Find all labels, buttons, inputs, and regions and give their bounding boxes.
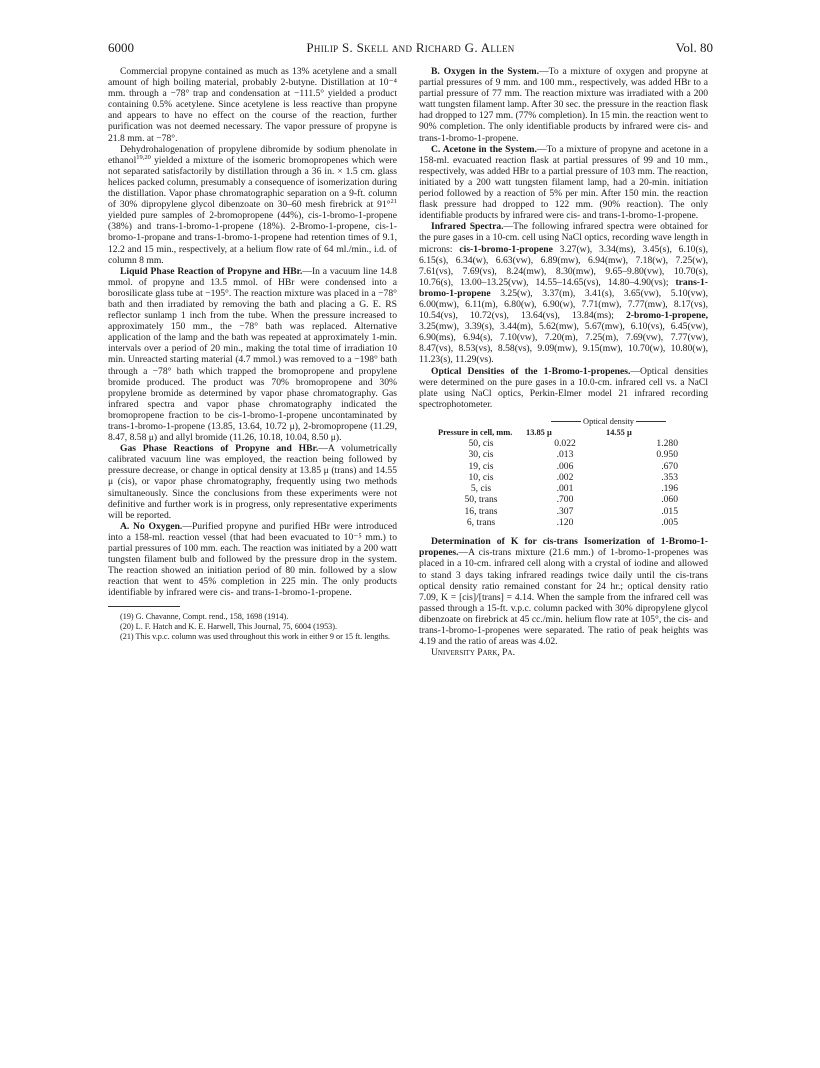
paragraph-optical-densities	[419, 366, 708, 410]
table-row	[437, 506, 692, 517]
text-span: Dehydrohalogenation of propylene dibromide by sodium phenolate in ethanol	[108, 143, 397, 166]
footnote: (19) G. Chavanne, Compt. rend., 158, 1698 (1914).	[120, 611, 289, 621]
compound-name: cis-1-bromo-1-propene	[459, 243, 553, 255]
table-cell: 50, cis	[468, 437, 494, 449]
table-cell: .060	[661, 494, 678, 506]
run-in-heading: Liquid Phase Reaction of Propyne and HBr.	[120, 265, 303, 277]
table-cell: 19, cis	[468, 460, 494, 472]
citation-sup: 19,20	[136, 153, 151, 161]
table-row	[437, 461, 692, 472]
text-span: 3.27(w), 3.34(ms), 3.45(s), 6.10(s), 6.15(s), 6.34(w), 6.63(vw), 6.89(mw), 6.94(mw), 7.18(w), 7.25(w), 7.61(vs), 7.69(vs), 8.24(mw), 8.30(mw), 9.65–9.80(vw), 10.70(s), 10.76(s), 13.00–13.25(vw), 14.55–14.65(vs), 14.80–4.90(vs);	[419, 243, 708, 288]
footnote: (21) This v.p.c. column was used throughout this work in either 9 or 15 ft. lengths.	[120, 631, 390, 641]
paragraph-propyne-purification: Commercial propyne contained as much as 13% acetylene and a small amount of high boiling material, probably 2-butyne. Distillation at 10⁻⁴ mm. through a −78° trap and condensation at −111.5° yielded a product containing 0.5% acetylene. Since acetylene is less reactive than propyne and appears to have no effect on the course of the reaction, further purification was not deemed necessary. The vapor pressure of propyne is 21.8 mm. at −78°.	[108, 66, 397, 144]
run-in-heading: Infrared Spectra.	[431, 221, 504, 233]
table-cell: .353	[661, 471, 678, 483]
text-span: —A volumetrically calibrated vacuum line was employed, the reaction being followed by pressure decrease, or change in optical density at 13.85 μ (trans) and 14.55 μ (cis), or vapor phase chromatography, frequently using two methods simultaneously. Since the conclusions from these experiments were not definitive and further work is in progress, only representative experiments will be reported.	[108, 443, 397, 521]
paragraph-infrared-spectra	[419, 221, 708, 365]
run-in-heading: B. Oxygen in the System.	[431, 66, 540, 77]
paragraph-gas-phase	[108, 443, 397, 521]
table-body	[437, 438, 692, 528]
table-cell: .006	[556, 460, 574, 472]
column-header-pressure: Pressure in cell, mm.	[438, 427, 513, 437]
compound-name: trans-1-bromo-1-propene	[419, 276, 708, 299]
paragraph-dehydrohalogenation	[108, 144, 397, 266]
run-in-heading: C. Acetone in the System.	[431, 143, 537, 155]
table-row	[437, 494, 692, 505]
paragraph-no-oxygen	[108, 521, 397, 599]
table-cell: 10, cis	[468, 471, 494, 483]
column-header-14-55: 14.55 μ	[606, 427, 632, 437]
column-group-header: Optical density	[525, 416, 692, 427]
citation-sup: 21	[390, 197, 397, 205]
running-authors: Philip S. Skell and Richard G. Allen	[306, 40, 515, 55]
paragraph-oxygen	[419, 66, 708, 144]
text-span: —To a mixture of oxygen and propyne at partial pressures of 9 mm. and 100 mm., respectively, was added HBr to a partial pressure of 77 mm. The reaction mixture was irradiated with a 200 watt tungsten filament lamp. After 30 sec. the pressure in the reaction flask had dropped to 127 mm. (77% completion). In 15 min. the reaction went to 90% completion. The only identifiable products by infrared were cis- and trans-1-bromo-1-propene.	[419, 66, 708, 144]
table-cell: 0.950	[656, 449, 678, 461]
text-span: yielded pure samples of 2-bromopropene (44%), cis-1-bromo-1-propene (38%) and trans-1-bromo-1-propene (18%). 2-Bromo-1-propene, cis-1-bromo-1-propane and trans-1-bromo-1-propene had retention times of 9.1, 12.2 and 15 min., respectively, at a helium flow rate of 64 ml./min., i.d. of column 8 mm.	[108, 210, 397, 266]
paragraph-acetone	[419, 144, 708, 222]
footnote-rule	[108, 606, 180, 607]
table-cell: .700	[556, 494, 574, 506]
text-span: —In a vacuum line 14.8 mmol. of propyne and 13.5 mmol. of HBr were condensed into a borosilicate glass tube at −195°. The reaction mixture was placed in a −78° bath and then irradiated by removing the bath and placing a G. E. RS reflector sunlamp 1 inch from the tube. When the pressure increased to approximately 150 mm., the −78° bath was replaced. Alternative application of the lamp and the bath was repeated at approximately 1-min. intervals over a period of 20 min., making the total time of irradiation 10 min. Unreacted starting material (4.7 mmol.) was removed to a −198° bath through a −78° bath which trapped the bromopropene and propylene bromide produced. The product was 70% bromopropene and 30% propylene bromide as determined by vapor phase chromatography. Gas infrared spectra and vapor phase chromatography indicated the bromopropene fraction to be cis-1-bromo-1-propene uncontaminated by trans-1-bromo-1-propene (13.85, 13.64, 10.72 μ), 2-bromopropene (11.29, 8.47, 8.58 μ) and allyl bromide (11.26, 10.18, 10.04, 8.50 μ).	[108, 265, 397, 444]
optical-density-table	[437, 416, 692, 528]
table-cell: .015	[661, 505, 678, 517]
run-in-heading: Determination of K for cis-trans Isomerization of 1-Bromo-1-propenes.	[419, 536, 708, 559]
text-span: 3.25(w), 3.37(m), 3.41(s), 3.65(vw), 5.10(vw), 6.00(mw), 6.11(m), 6.80(w), 6.90(w), 7.71(mw), 7.77(mw), 8.17(vs), 10.54(vs), 10.72(vs), 13.64(vs), 13.84(ms);	[419, 287, 708, 322]
footnote: (20) L. F. Hatch and K. E. Harwell, This Journal, 75, 6004 (1953).	[120, 621, 338, 631]
run-in-heading: A. No Oxygen.	[120, 520, 183, 532]
table-cell: .013	[556, 449, 574, 461]
volume-label: Vol. 80	[675, 40, 713, 55]
text-span: yielded a mixture of the isomeric bromopropenes which were not separated satisfactorily by distillation through a 36 in. × 1.5 cm. glass helices packed column, presumably a consequence of isomerization during the distillation. Vapor phase chromatographic separation on a 9-ft. column of 30% dipropylene glycol dibenzoate on 30–60 mesh firebrick at 91°	[108, 154, 397, 211]
run-in-heading: Optical Densities of the 1-Bromo-1-propenes.	[431, 365, 631, 377]
table-cell: 5, cis	[470, 483, 492, 495]
table-cell: 0.022	[554, 437, 576, 449]
table-row	[437, 517, 692, 528]
page-number: 6000	[108, 40, 134, 55]
table-cell: .307	[556, 505, 574, 517]
table-cell: .001	[556, 483, 574, 495]
table-row	[437, 472, 692, 483]
table-cell: 50, trans	[464, 494, 498, 506]
text-span: 3.25(mw), 3.39(s), 3.44(m), 5.62(mw), 5.67(mw), 6.10(vs), 6.45(vw), 6.90(ms), 6.94(s), 7.10(vw), 7.20(m), 7.25(m), 7.69(vw), 7.77(vw), 8.47(vs), 8.53(vs), 8.58(vs), 9.09(mw), 9.15(mw), 10.70(w), 10.80(w), 11.23(s), 11.29(vs).	[419, 321, 708, 366]
right-column	[419, 66, 708, 658]
column-header-13-85: 13.85 μ	[526, 427, 552, 437]
table-cell: 16, trans	[464, 505, 498, 517]
text-span: —The following infrared spectra were obtained for the pure gases in a 10-cm. cell using NaCl optics, recording wave length in microns:	[419, 221, 709, 255]
paragraph-isomerization	[419, 536, 708, 647]
table-row	[437, 438, 692, 449]
table-cell: .002	[556, 471, 574, 483]
text-span: —To a mixture of propyne and acetone in a 158-ml. evacuated reaction flask at partial pressures of 99 and 10 mm., respectively, was added HBr to a partial pressure of 103 mm. The reaction, initiated by a 200 watt tungsten filament lamp, had a 20-min. initiation period followed by a reaction of 5% per min. After 150 min. the reaction flask pressure had dropped to 122 mm. (90% reaction). The only identifiable products by infrared were cis- and trans-1-bromo-1-propene.	[419, 143, 708, 222]
table-row	[437, 449, 692, 460]
table-cell: .120	[556, 516, 574, 528]
paragraph-liquid-phase	[108, 266, 397, 444]
table-cell: .005	[661, 516, 678, 528]
table-cell: .670	[661, 460, 678, 472]
affiliation-place: University Park, Pa.	[431, 647, 515, 659]
table-row	[437, 483, 692, 494]
table-cell: 1.280	[656, 437, 678, 449]
table-cell: 6, trans	[466, 516, 496, 528]
table-cell: 30, cis	[468, 449, 494, 461]
left-column	[108, 66, 397, 642]
text-span: —A cis-trans mixture (21.6 mm.) of 1-bromo-1-propenes was placed in a 10-cm. infrared cell along with a crystal of iodine and allowed to stand 3 days taking infrared readings twice daily until the cis-trans optical density ratio remained constant for 24 hr.; optical density ratio 7.09, K = [cis]/[trans] = 4.14. When the sample from the infrared cell was passed through a 15-ft. v.p.c. column packed with 30% dipropylene glycol dibenzoate on firebrick at 45 cc./min. helium flow rate at 105°, the cis- and trans-1-bromo-1-propenes were separated. The ratio of peak heights was 4.19 and the ratio of areas was 4.02.	[419, 547, 708, 648]
text-span: —Optical densities were determined on the pure gases in a 10.0-cm. infrared cell vs. a NaCl plate using NaCl optics, Perkin-Elmer model 21 infrared recording spectrophotometer.	[419, 365, 709, 410]
run-in-heading: Gas Phase Reactions of Propyne and HBr.	[120, 443, 319, 455]
compound-name: 2-bromo-1-propene,	[626, 310, 708, 322]
text-span: —Purified propyne and purified HBr were introduced into a 158-ml. reaction vessel (that had been evacuated to 10⁻⁵ mm.) to partial pressures of 100 mm. each. The reaction was initiated by a 200 watt tungsten filament bulb and followed by the pressure drop in the system. The reaction showed an initiation period of 80 min. followed by a slow reaction that went to 45% completion in 225 min. The only products identifiable by infrared were cis- and trans-1-bromo-1-propene.	[108, 520, 397, 599]
running-header	[108, 40, 713, 56]
table-cell: .196	[661, 483, 678, 495]
